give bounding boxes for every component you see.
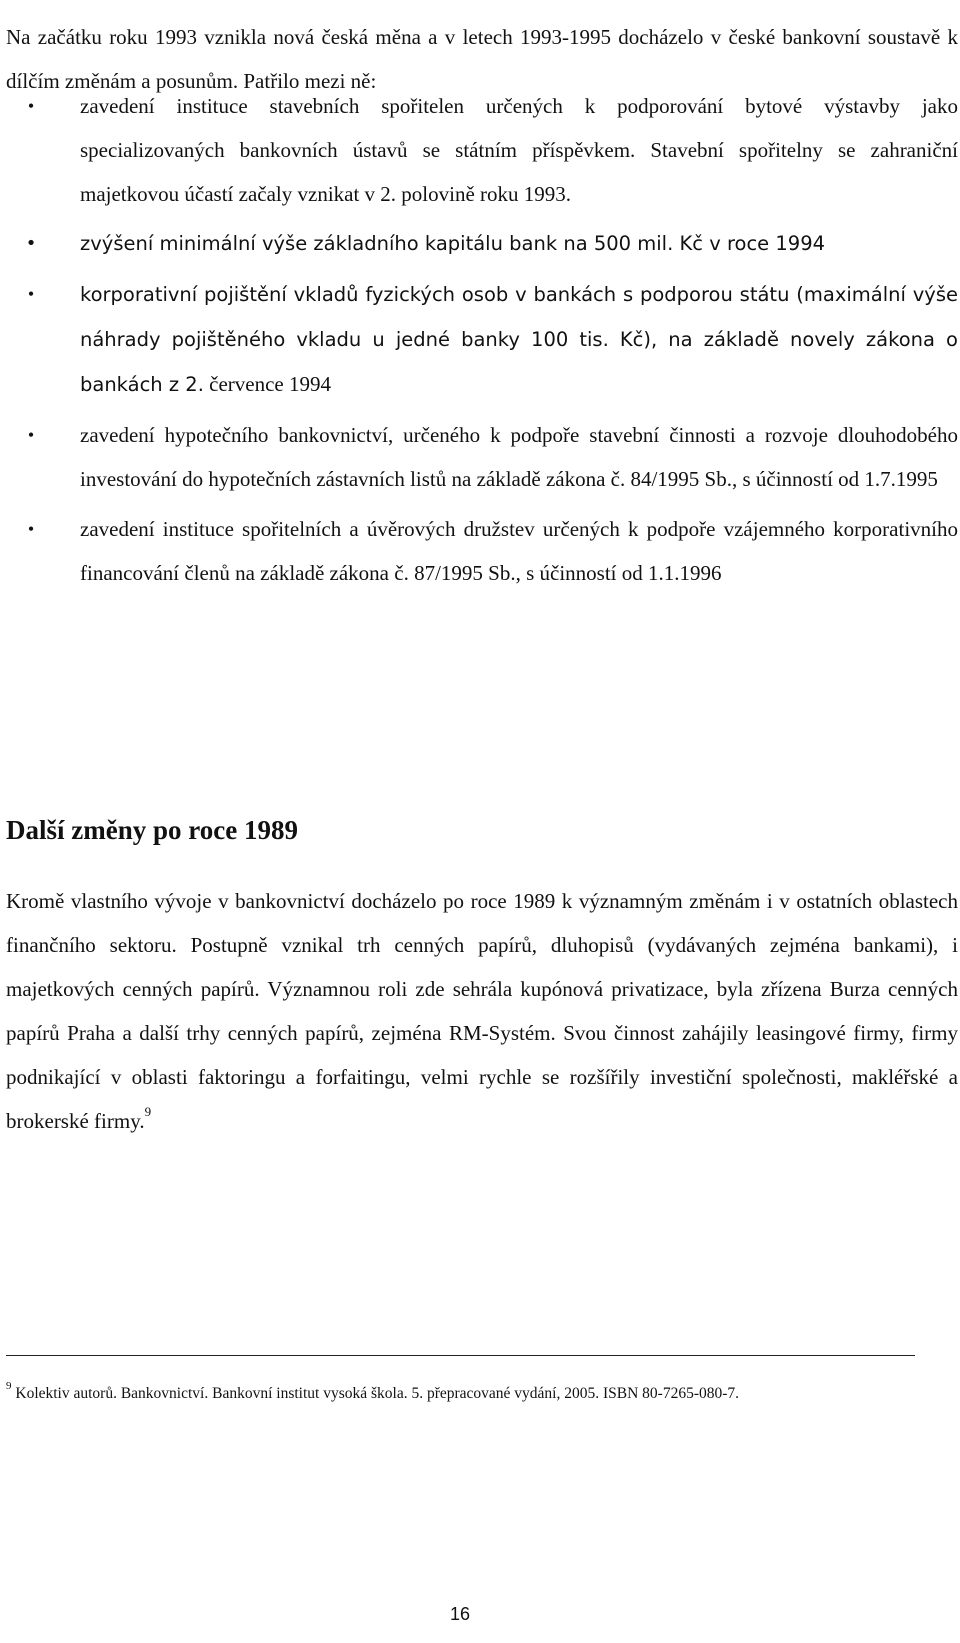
section-heading: Další změny po roce 1989 xyxy=(6,815,298,845)
changes-list xyxy=(0,84,958,601)
list-item-text: zvýšení minimální výše základního kapitálu bank na 500 mil. xyxy=(80,232,674,255)
list-item-text-end: Kč v roce 1994 xyxy=(673,232,826,255)
list-item xyxy=(0,84,958,216)
intro-paragraph: Na začátku roku 1993 vznikla nová česká měna a v letech 1993-1995 docházelo v české bankovní soustavě k dílčím změnám a posunům. Patřilo mezi ně: xyxy=(6,25,958,93)
list-item-text: zavedení hypotečního bankovnictví, určeného k podpoře stavební činnosti a rozvoje dlouhodobého investování do hypotečních zástavních listů na základě zákona č. 84/1995 Sb., s účinností od 1.7.1995 xyxy=(80,423,958,491)
bullet-icon: • xyxy=(25,233,37,254)
page-number: 16 xyxy=(449,1604,471,1624)
list-item xyxy=(0,272,958,407)
bullet-icon: • xyxy=(27,284,35,304)
footnote-text: Kolektiv autorů. Bankovnictví. Bankovní institut vysoká škola. 5. přepracované vydání, 2005. ISBN 80-7265-080-7. xyxy=(11,1385,740,1402)
footnote-number: 9 xyxy=(6,1380,12,1392)
section-body-text: Kromě vlastního vývoje v bankovnictví docházelo po roce 1989 k významným změnám i v ostatních oblastech finančního sektoru. Postupně vznikal trh cenných papírů, dluhopisů (vydávaných zejména bankami), i majetkových cenných papírů. Významnou roli zde sehrála kupónová privatizace, byla zřízena Burza cenných papírů Praha a další trhy cenných papírů, zejména RM-Systém. Svou činnost zahájily leasingové firmy, firmy podnikající v oblasti faktoringu a forfaitingu, velmi rychle se rozšířily investiční společnosti, makléřské a brokerské firmy. xyxy=(6,889,958,1133)
bullet-icon: • xyxy=(27,519,35,539)
bullet-icon: • xyxy=(27,96,35,116)
footnote-reference[interactable]: 9 xyxy=(144,1104,152,1119)
list-item xyxy=(0,413,958,501)
list-item-text: zavedení instituce stavebních spořitelen určených k podporování bytové výstavby jako specializovaných bankovních ústavů se státním příspěvkem. Stavební spořitelny se zahraniční majetkovou účastí začaly vznikat v 2. polovině roku 1993. xyxy=(80,94,958,206)
bullet-icon: • xyxy=(27,425,35,445)
list-item-text: korporativní pojištění vkladů fyzických osob v bankách s podporou státu (maximální výše náhrady pojištěného vkladu u jedné banky 100 tis. xyxy=(80,283,958,351)
list-item-text-end: července 1994 xyxy=(203,372,332,396)
section-body-paragraph xyxy=(6,879,958,1143)
list-item-text: zavedení instituce spořitelních a úvěrových družstev určených k podpoře vzájemného korporativního financování členů na základě zákona č. 87/1995 Sb., s účinností od 1.1.1996 xyxy=(80,517,958,585)
list-item xyxy=(0,507,958,595)
list-item xyxy=(0,222,958,266)
list-item-text-mid: Kč), na základě novely zákona o bankách z 2. xyxy=(80,328,958,396)
footnote-divider xyxy=(6,1355,915,1356)
footnote xyxy=(6,1380,740,1404)
